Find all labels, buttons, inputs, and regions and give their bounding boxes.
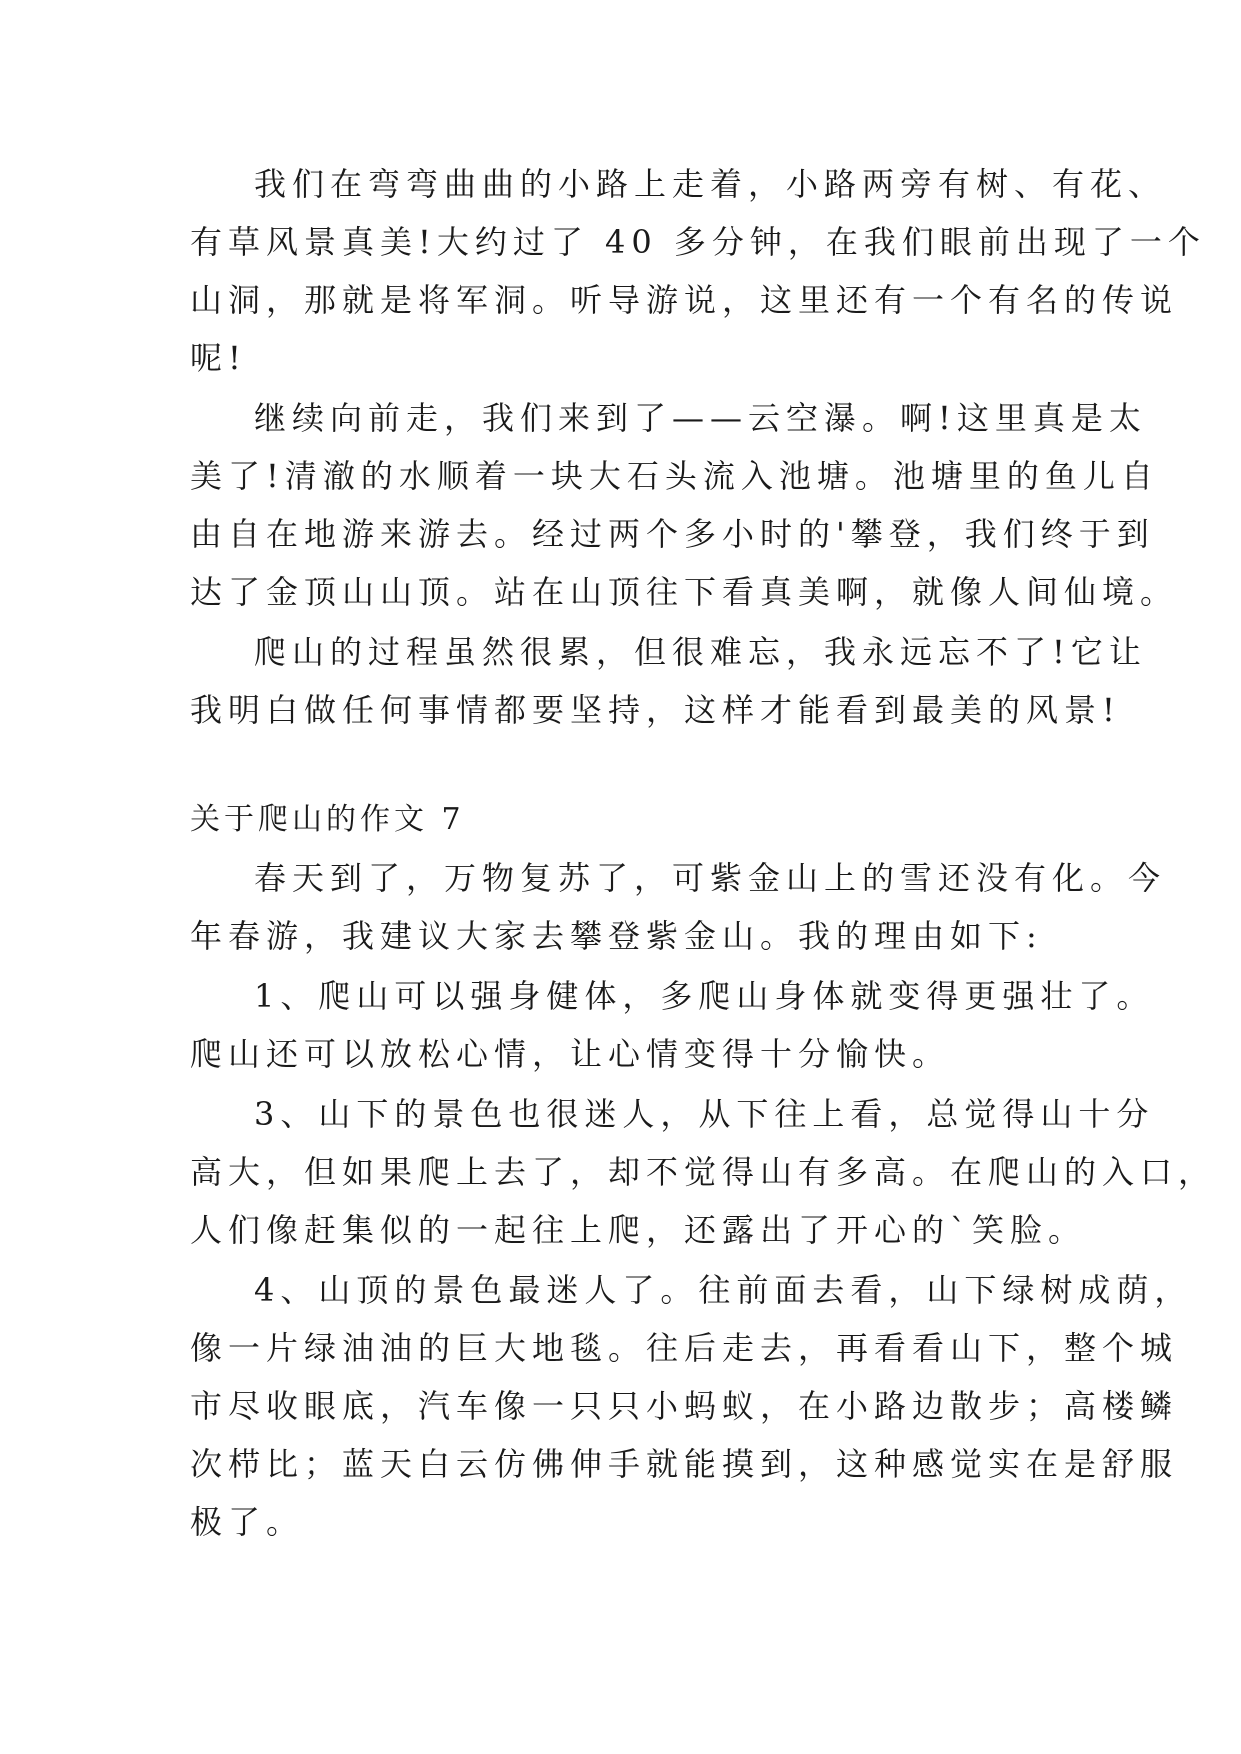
paragraph-line: 山洞，那就是将军洞。听导游说，这里还有一个有名的传说 bbox=[190, 281, 1179, 319]
paragraph-line: 继续向前走，我们来到了——云空瀑。啊!这里真是太 bbox=[254, 399, 1147, 437]
paragraph-line: 由自在地游来游去。经过两个多小时的'攀登，我们终于到 bbox=[190, 515, 1155, 553]
paragraph-line: 爬山还可以放松心情，让心情变得十分愉快。 bbox=[190, 1035, 951, 1073]
paragraph-line: 我明白做任何事情都要坚持，这样才能看到最美的风景! bbox=[190, 691, 1121, 729]
paragraph-line: 爬山的过程虽然很累，但很难忘，我永远忘不了!它让 bbox=[254, 633, 1147, 671]
paragraph-line: 极了。 bbox=[190, 1503, 305, 1541]
paragraph-line: 1、爬山可以强身健体，多爬山身体就变得更强壮了。 bbox=[254, 977, 1155, 1015]
paragraph-line: 3、山下的景色也很迷人，从下往上看，总觉得山十分 bbox=[254, 1095, 1155, 1133]
paragraph-line: 次栉比；蓝天白云仿佛伸手就能摸到，这种感觉实在是舒服 bbox=[190, 1445, 1179, 1483]
section-heading: 关于爬山的作文 7 bbox=[190, 802, 465, 837]
paragraph-line: 年春游，我建议大家去攀登紫金山。我的理由如下: bbox=[190, 917, 1043, 955]
paragraph-line: 有草风景真美!大约过了 40 多分钟，在我们眼前出现了一个 bbox=[190, 223, 1206, 261]
paragraph-line: 高大，但如果爬上去了，却不觉得山有多高。在爬山的入口， bbox=[190, 1153, 1217, 1191]
paragraph-line: 像一片绿油油的巨大地毯。往后走去，再看看山下，整个城 bbox=[190, 1329, 1179, 1367]
paragraph-line: 达了金顶山山顶。站在山顶往下看真美啊，就像人间仙境。 bbox=[190, 573, 1179, 611]
paragraph-line: 4、山顶的景色最迷人了。往前面去看，山下绿树成荫， bbox=[254, 1271, 1193, 1309]
paragraph-line: 人们像赶集似的一起往上爬，还露出了开心的`笑脸。 bbox=[190, 1211, 1087, 1249]
paragraph-line: 呢! bbox=[190, 339, 247, 377]
paragraph-line: 市尽收眼底，汽车像一只只小蚂蚁，在小路边散步；高楼鳞 bbox=[190, 1387, 1179, 1425]
paragraph-line: 美了!清澈的水顺着一块大石头流入池塘。池塘里的鱼儿自 bbox=[190, 457, 1159, 495]
paragraph-line: 我们在弯弯曲曲的小路上走着，小路两旁有树、有花、 bbox=[254, 165, 1167, 203]
paragraph-line: 春天到了，万物复苏了，可紫金山上的雪还没有化。今 bbox=[254, 859, 1167, 897]
